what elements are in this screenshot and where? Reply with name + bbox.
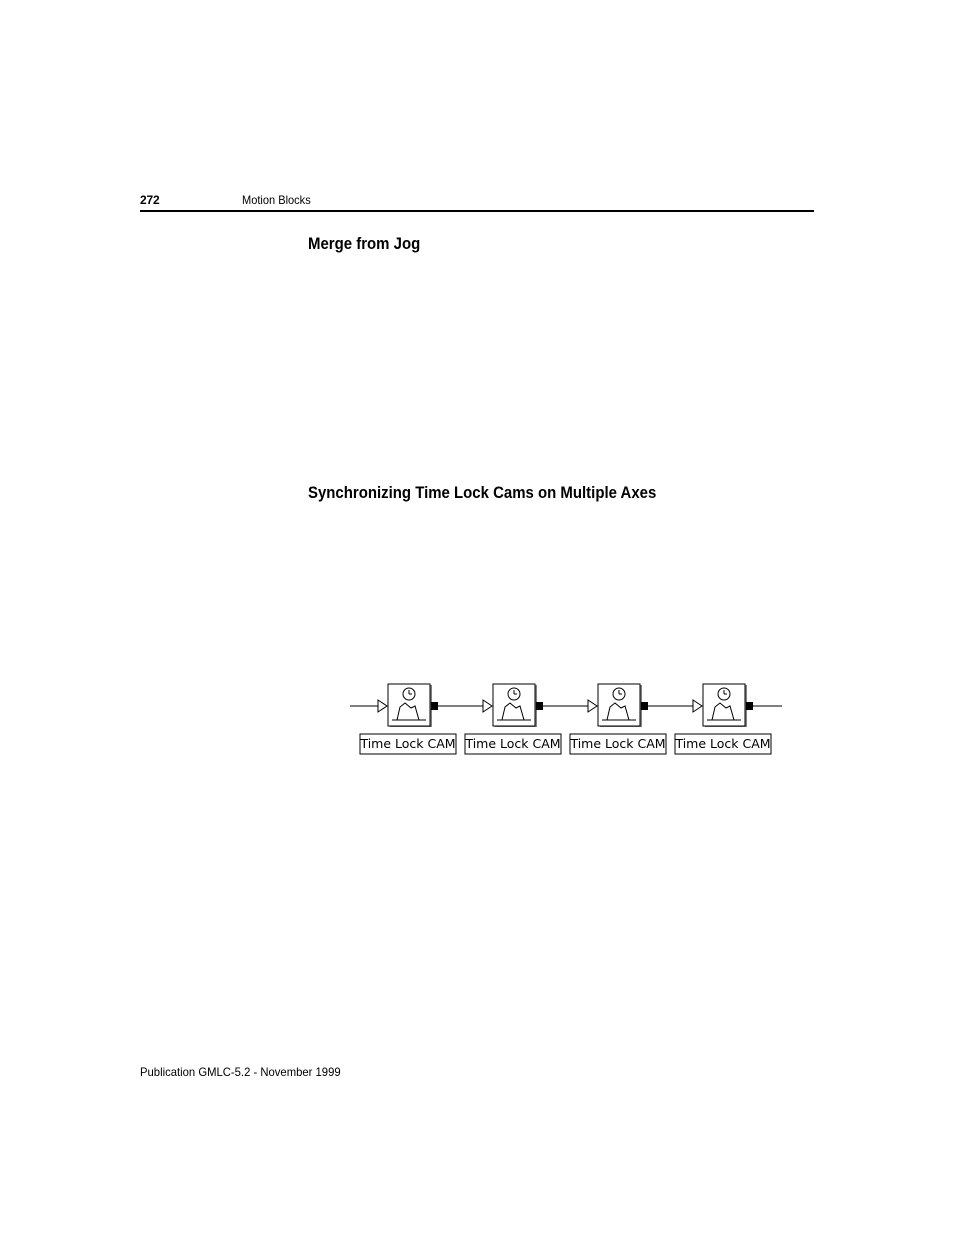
page-number: 272 bbox=[140, 193, 160, 207]
output-terminal-icon bbox=[536, 702, 543, 710]
section-heading-synchronizing-time-lock-cams: Synchronizing Time Lock Cams on Multiple Axes bbox=[308, 483, 657, 502]
input-triangle-icon bbox=[588, 700, 597, 712]
cam-label: Time Lock CAM bbox=[675, 736, 771, 751]
time-lock-cam-block-1 bbox=[359, 684, 456, 754]
time-lock-cam-chain-diagram bbox=[348, 680, 788, 760]
running-header-chapter: Motion Blocks bbox=[242, 193, 311, 207]
output-terminal-icon bbox=[641, 702, 648, 710]
time-lock-cam-block-2 bbox=[464, 684, 561, 754]
time-lock-cam-block-4 bbox=[674, 684, 771, 754]
cam-label: Time Lock CAM bbox=[360, 736, 456, 751]
section-heading-merge-from-jog: Merge from Jog bbox=[308, 234, 421, 253]
input-triangle-icon bbox=[378, 700, 387, 712]
cam-label: Time Lock CAM bbox=[570, 736, 666, 751]
footer-publication: Publication GMLC-5.2 - November 1999 bbox=[140, 1065, 341, 1079]
cam-label: Time Lock CAM bbox=[465, 736, 561, 751]
input-triangle-icon bbox=[693, 700, 702, 712]
output-terminal-icon bbox=[746, 702, 753, 710]
input-triangle-icon bbox=[483, 700, 492, 712]
header-rule bbox=[140, 210, 814, 212]
output-terminal-icon bbox=[431, 702, 438, 710]
time-lock-cam-block-3 bbox=[569, 684, 666, 754]
